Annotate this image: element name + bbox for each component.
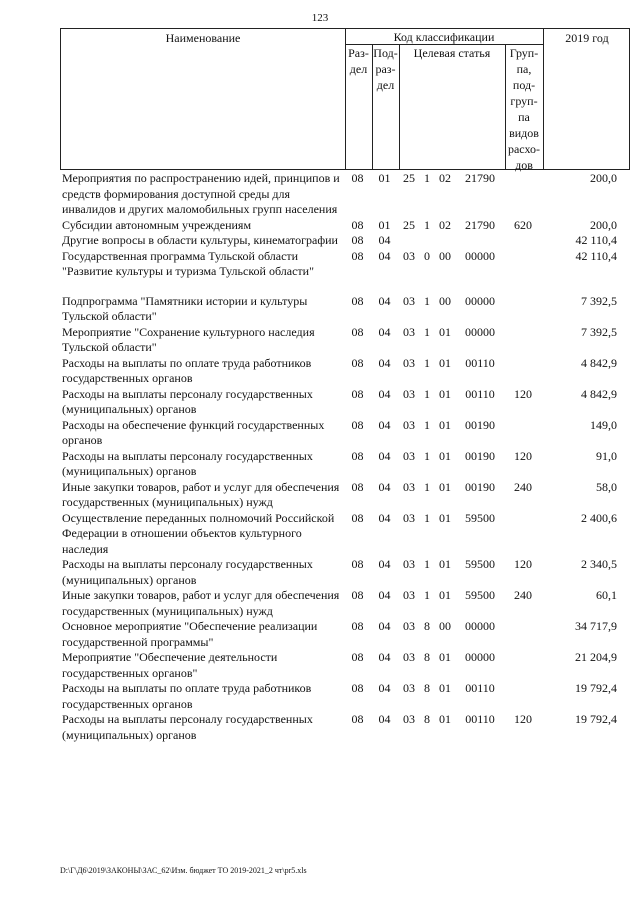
row-code-r: 08	[351, 479, 364, 494]
row-code-r: 08	[351, 217, 364, 232]
row-amount: 19 792,4	[575, 681, 617, 695]
header-razdel: Раз- дел	[348, 46, 369, 76]
row-code-p: 04	[378, 386, 391, 401]
row-code-t4: 00000	[465, 293, 495, 308]
row-code-p: 04	[378, 619, 391, 633]
row-code-p: 04	[378, 355, 391, 370]
row-name: Расходы на обеспечение функций государственных органов	[62, 417, 325, 447]
row-name: Государственная программа Тульской области "Развитие культуры и туризма Тульской области"	[62, 248, 314, 278]
table-body	[60, 171, 630, 743]
row-code-r: 08	[351, 293, 364, 308]
row-name: Иные закупки товаров, работ и услуг для обеспечения государственных (муниципальных) нужд	[62, 479, 340, 509]
row-name: Расходы на выплаты персоналу государственных (муниципальных) органов	[62, 712, 313, 742]
row-code-r: 08	[351, 171, 364, 185]
row-code-t2: 1	[424, 448, 430, 463]
row-code-g: 240	[514, 588, 532, 602]
row-code-g: 120	[514, 448, 532, 463]
table-row	[60, 588, 630, 619]
row-code-t3: 01	[439, 448, 451, 463]
row-code-t2: 0	[424, 248, 430, 263]
row-code-t2: 8	[424, 619, 430, 633]
row-code-t3: 01	[439, 324, 451, 339]
row-amount: 149,0	[590, 417, 617, 432]
table-row	[60, 233, 630, 249]
row-amount: 7 392,5	[581, 293, 617, 308]
row-code-g: 120	[514, 386, 532, 401]
row-code-t2: 1	[424, 479, 430, 494]
row-code-r: 08	[351, 510, 364, 525]
table-row	[60, 294, 630, 325]
header-code-group: Код классификации	[393, 30, 495, 44]
table-row	[60, 249, 630, 280]
row-code-r: 08	[351, 681, 364, 695]
row-code-t1: 03	[403, 650, 415, 664]
table-row	[60, 557, 630, 588]
table-row	[60, 418, 630, 449]
row-code-p: 04	[378, 588, 391, 602]
row-code-t2: 1	[424, 324, 430, 339]
row-code-p: 04	[378, 479, 391, 494]
row-name: Основное мероприятие "Обеспечение реализации государственной программы"	[62, 619, 318, 649]
row-code-t3: 01	[439, 650, 451, 664]
table-row	[60, 650, 630, 681]
header-target: Целевая статья	[413, 46, 491, 60]
row-code-p: 04	[378, 293, 391, 308]
row-amount: 7 392,5	[581, 324, 617, 339]
row-code-t3: 01	[439, 386, 451, 401]
row-code-t1: 03	[403, 355, 415, 370]
row-name: Субсидии автономным учреждениям	[62, 217, 252, 232]
row-code-t1: 03	[403, 324, 415, 339]
row-amount: 2 400,6	[581, 510, 617, 525]
row-amount: 42 110,4	[575, 233, 617, 247]
row-code-r: 08	[351, 448, 364, 463]
row-amount: 200,0	[590, 217, 617, 232]
table-row	[60, 712, 630, 743]
row-code-p: 04	[378, 324, 391, 339]
row-code-r: 08	[351, 386, 364, 401]
row-code-t1: 03	[403, 510, 415, 525]
row-code-p: 04	[378, 417, 391, 432]
row-code-r: 08	[351, 588, 364, 602]
table-row	[60, 511, 630, 558]
header-group: Груп- па, под- груп- па видов расхо- дов	[507, 46, 541, 172]
row-code-t1: 03	[403, 248, 415, 263]
row-code-t3: 01	[439, 479, 451, 494]
row-code-t2: 1	[424, 171, 430, 185]
row-code-g: 120	[514, 712, 532, 726]
row-code-t3: 01	[439, 417, 451, 432]
table-row	[60, 449, 630, 480]
header-year: 2019 год	[565, 31, 609, 45]
row-code-t1: 03	[403, 681, 415, 695]
row-code-t2: 1	[424, 557, 430, 571]
row-code-t2: 1	[424, 293, 430, 308]
row-code-t2: 8	[424, 650, 430, 664]
row-code-t1: 03	[403, 479, 415, 494]
row-code-p: 04	[378, 712, 391, 726]
row-code-t4: 00110	[465, 712, 495, 726]
row-code-t3: 01	[439, 510, 451, 525]
row-code-t4: 00000	[465, 650, 495, 664]
row-code-g: 620	[514, 217, 532, 232]
row-name: Иные закупки товаров, работ и услуг для обеспечения государственных (муниципальных) нужд	[62, 588, 340, 618]
row-code-p: 01	[378, 171, 391, 185]
row-name: Расходы на выплаты персоналу государственных (муниципальных) органов	[62, 557, 313, 587]
row-code-r: 08	[351, 233, 364, 247]
row-amount: 42 110,4	[575, 248, 617, 263]
row-code-t4: 00000	[465, 324, 495, 339]
row-code-t4: 00190	[465, 479, 495, 494]
header-podrazdel: Под- раз- дел	[373, 46, 398, 92]
row-code-t4: 59500	[465, 557, 495, 571]
row-code-t4: 00110	[465, 386, 495, 401]
page-number: 123	[311, 12, 329, 24]
row-amount: 4 842,9	[581, 355, 617, 370]
row-code-t1: 03	[403, 557, 415, 571]
row-code-t3: 01	[439, 557, 451, 571]
row-name: Расходы на выплаты персоналу государственных (муниципальных) органов	[62, 386, 313, 416]
row-code-p: 04	[378, 557, 391, 571]
table-row	[60, 356, 630, 387]
row-code-r: 08	[351, 712, 364, 726]
table-row	[60, 619, 630, 650]
row-amount: 21 204,9	[575, 650, 617, 664]
row-code-t4: 00190	[465, 448, 495, 463]
table-row	[60, 480, 630, 511]
row-code-t4: 21790	[465, 217, 495, 232]
row-code-t3: 00	[439, 293, 451, 308]
row-code-p: 04	[378, 448, 391, 463]
row-amount: 91,0	[596, 448, 617, 463]
row-code-t2: 1	[424, 417, 430, 432]
row-name: Другие вопросы в области культуры, кинематографии	[62, 233, 338, 247]
row-code-t3: 00	[439, 248, 451, 263]
table-row	[60, 387, 630, 418]
row-code-r: 08	[351, 355, 364, 370]
row-code-r: 08	[351, 417, 364, 432]
row-code-t2: 8	[424, 681, 430, 695]
table-row	[60, 218, 630, 234]
row-code-t1: 03	[403, 588, 415, 602]
row-code-r: 08	[351, 248, 364, 263]
row-name: Осуществление переданных полномочий Российской Федерации в отношении объектов культурного наследия	[62, 510, 335, 556]
footer-file-path: D:\Г\Д6\2019\ЗАКОНЫ\ЗАС_62\Изм. бюджет ТО 2019-2021_2 чт\pr5.xls	[60, 866, 307, 875]
row-code-t4: 00110	[465, 355, 495, 370]
row-code-t3: 01	[439, 712, 451, 726]
row-amount: 200,0	[590, 171, 617, 185]
row-amount: 60,1	[596, 588, 617, 602]
row-code-t3: 01	[439, 681, 451, 695]
row-code-r: 08	[351, 619, 364, 633]
row-code-t2: 1	[424, 386, 430, 401]
row-code-t1: 03	[403, 619, 415, 633]
row-code-p: 04	[378, 248, 391, 263]
row-code-t3: 01	[439, 588, 451, 602]
row-code-t4: 21790	[465, 171, 495, 185]
row-amount: 58,0	[596, 479, 617, 494]
row-code-p: 01	[378, 217, 391, 232]
row-code-t2: 1	[424, 588, 430, 602]
row-amount: 19 792,4	[575, 712, 617, 726]
row-code-t4: 00000	[465, 248, 495, 263]
row-code-p: 04	[378, 681, 391, 695]
table-row	[60, 681, 630, 712]
row-code-t3: 01	[439, 355, 451, 370]
row-code-t4: 00000	[465, 619, 495, 633]
row-name: Мероприятие "Сохранение культурного наследия Тульской области"	[62, 324, 315, 354]
row-code-t1: 03	[403, 712, 415, 726]
row-code-t3: 00	[439, 619, 451, 633]
row-code-t4: 59500	[465, 510, 495, 525]
row-code-t1: 03	[403, 386, 415, 401]
row-code-r: 08	[351, 324, 364, 339]
row-name: Расходы на выплаты по оплате труда работников государственных органов	[62, 355, 312, 385]
row-code-t1: 25	[403, 171, 415, 185]
row-code-g: 120	[514, 557, 532, 571]
table-row	[60, 325, 630, 356]
row-code-t2: 8	[424, 712, 430, 726]
row-name: Расходы на выплаты по оплате труда работников государственных органов	[62, 681, 312, 711]
row-code-t1: 03	[403, 293, 415, 308]
row-code-t1: 03	[403, 448, 415, 463]
row-code-t2: 1	[424, 355, 430, 370]
row-code-p: 04	[378, 650, 391, 664]
row-code-t4: 00110	[465, 681, 495, 695]
row-code-r: 08	[351, 650, 364, 664]
row-code-p: 04	[378, 233, 391, 247]
row-code-r: 08	[351, 557, 364, 571]
row-code-t4: 00190	[465, 417, 495, 432]
row-name: Расходы на выплаты персоналу государственных (муниципальных) органов	[62, 448, 313, 478]
row-code-g: 240	[514, 479, 532, 494]
row-name: Мероприятия по распространению идей, принципов и средств формирования доступной среды для инвалидов и других маломобильных групп населения	[62, 171, 340, 216]
row-code-t2: 1	[424, 510, 430, 525]
header-name: Наименование	[165, 31, 241, 45]
row-amount: 4 842,9	[581, 386, 617, 401]
row-code-t1: 25	[403, 217, 415, 232]
row-code-t3: 02	[439, 217, 451, 232]
row-code-t4: 59500	[465, 588, 495, 602]
row-code-t2: 1	[424, 217, 430, 232]
table-header	[60, 28, 630, 170]
row-amount: 2 340,5	[581, 557, 617, 571]
row-amount: 34 717,9	[575, 619, 617, 633]
table-row	[60, 171, 630, 218]
row-code-t3: 02	[439, 171, 451, 185]
row-name: Подпрограмма "Памятники истории и культуры Тульской области"	[62, 293, 308, 323]
row-code-t1: 03	[403, 417, 415, 432]
row-code-p: 04	[378, 510, 391, 525]
row-name: Мероприятие "Обеспечение деятельности государственных органов"	[62, 650, 278, 680]
